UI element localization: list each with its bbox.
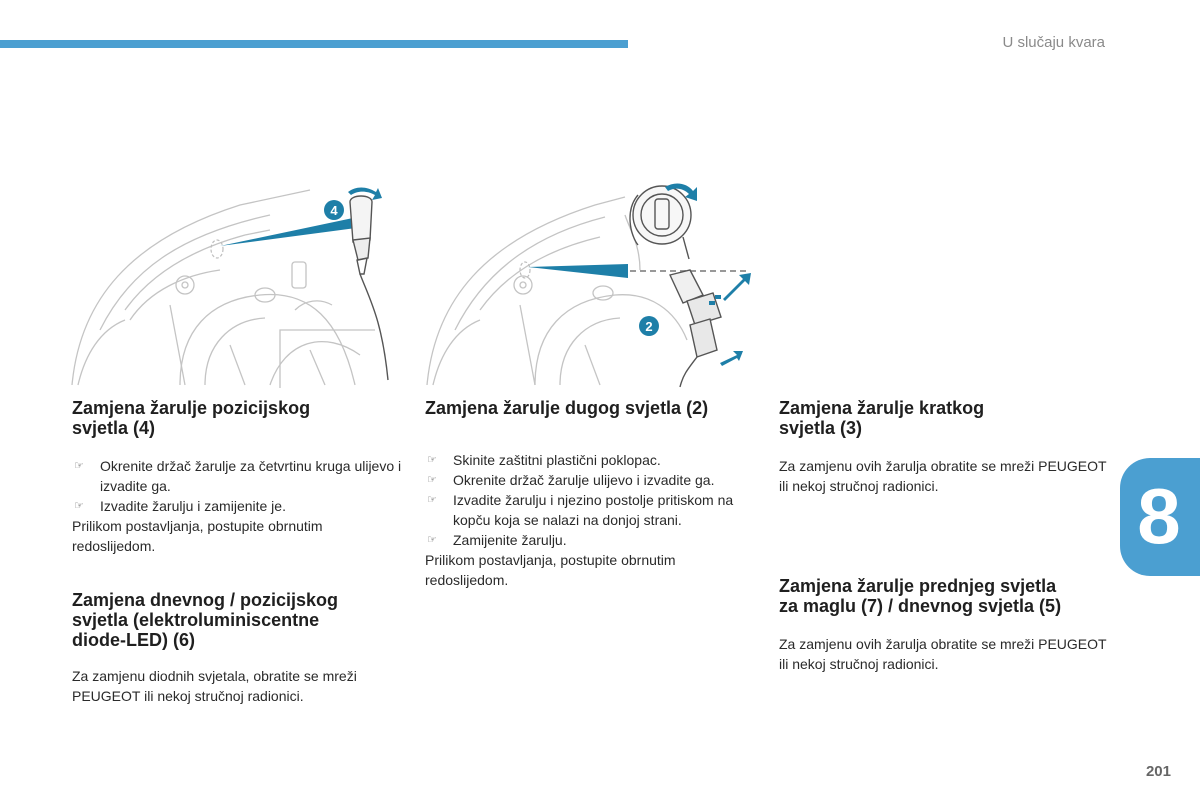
title-line: za maglu (7) / dnevnog svjetla (5) [779, 596, 1062, 616]
bullet-hand-icon: ☞ [427, 534, 437, 546]
title-line: diode-LED) (6) [72, 630, 195, 650]
title-line: svjetla (4) [72, 418, 156, 438]
section-title: U slučaju kvara [1002, 34, 1105, 51]
section-title-dipped-beam [779, 398, 1109, 438]
title-line: Zamjena žarulje kratkog [779, 398, 985, 418]
list-item: ☞ Izvadite žarulju i njezino postolje pritiskom na kopču koja se nalazi na donjoj strani. [427, 492, 734, 528]
list-item: ☞ Skinite zaštitni plastični poklopac. [427, 452, 661, 468]
section-main-beam [425, 398, 760, 590]
instruction-list [425, 450, 760, 550]
list-item: ☞ Izvadite žarulju i zamijenite je. [74, 498, 286, 514]
body-text: Za zamjenu ovih žarulja obratite se mreži PEUGEOT ili nekoj stručnoj radionici. [779, 458, 1107, 494]
section-title-main-beam: Zamjena žarulje dugog svjetla (2) [425, 398, 709, 418]
bullet-hand-icon: ☞ [74, 500, 84, 512]
title-line: Zamjena žarulje pozicijskog [72, 398, 311, 418]
body-text: Za zamjenu ovih žarulja obratite se mreži PEUGEOT ili nekoj stručnoj radionici. [779, 636, 1107, 672]
figure-position-light [70, 180, 390, 388]
note-text: Prilikom postavljanja, postupite obrnutim redoslijedom. [425, 552, 676, 588]
title-line: svjetla (elektroluminiscentne [72, 610, 320, 630]
title-line: Zamjena žarulje prednjeg svjetla [779, 576, 1057, 596]
chapter-number: 8 [1137, 472, 1181, 560]
section-title-position-light [72, 398, 402, 438]
bullet-hand-icon: ☞ [427, 454, 437, 466]
section-title-fog-light [779, 576, 1109, 616]
bullet-hand-icon: ☞ [427, 494, 437, 506]
callout-4: 4 [330, 203, 338, 218]
section-fog-light [779, 576, 1109, 674]
bullet-hand-icon: ☞ [74, 460, 84, 472]
figure-main-beam [425, 175, 755, 388]
section-title-drl-led [72, 590, 402, 650]
title-line: Zamjena dnevnog / pozicijskog [72, 590, 339, 610]
title-line: svjetla (3) [779, 418, 863, 438]
body-text: Za zamjenu diodnih svjetala, obratite se mreži PEUGEOT ili nekoj stručnoj radionici. [72, 668, 357, 704]
callout-2: 2 [645, 319, 653, 334]
chapter-tab [1120, 458, 1200, 576]
list-item: ☞ Okrenite držač žarulje ulijevo i izvadite ga. [427, 472, 715, 488]
bullet-hand-icon: ☞ [427, 474, 437, 486]
section-drl-led [72, 590, 402, 706]
header-accent-bar [0, 40, 628, 48]
section-dipped-beam [779, 398, 1109, 496]
note-text: Prilikom postavljanja, postupite obrnutim redoslijedom. [72, 518, 323, 554]
section-position-light [72, 398, 402, 556]
list-item: ☞ Zamijenite žarulju. [427, 532, 567, 548]
instruction-list [72, 456, 402, 516]
page-number: 201 [1145, 763, 1171, 780]
list-item: ☞ Okrenite držač žarulje za četvrtinu kruga ulijevo i izvadite ga. [74, 458, 402, 494]
